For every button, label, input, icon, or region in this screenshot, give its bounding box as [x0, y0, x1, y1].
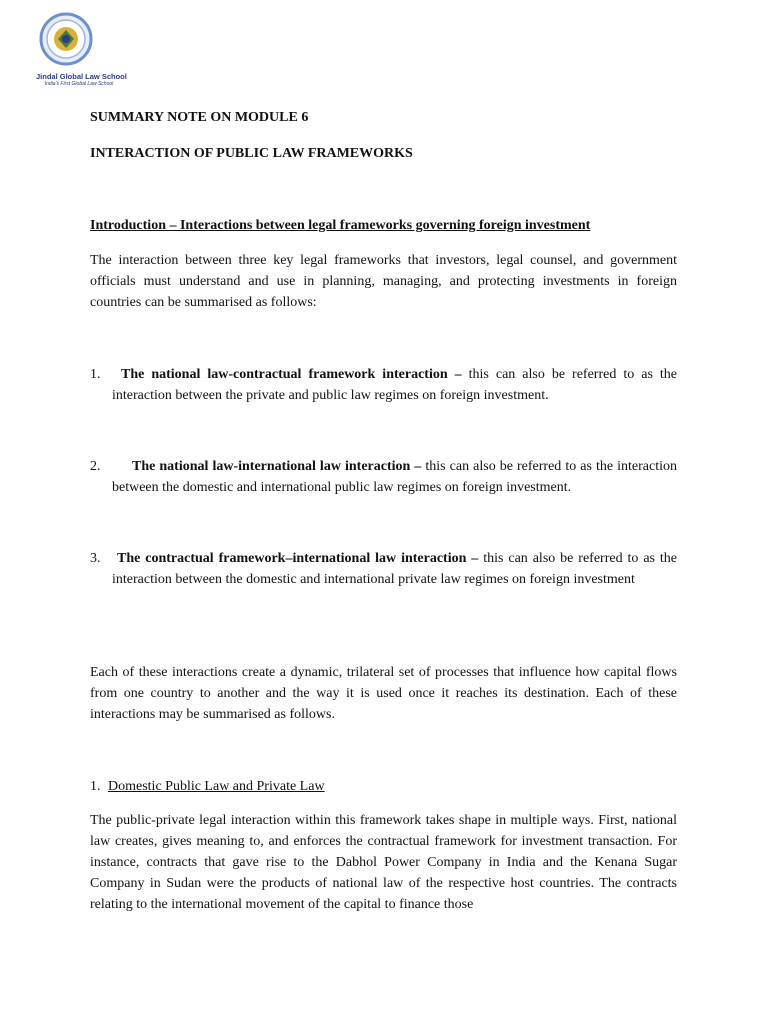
list-item-body — [112, 548, 677, 590]
list-item-title: The national law-international law interaction – — [132, 459, 422, 474]
list-item-body — [112, 364, 677, 406]
school-logo — [36, 12, 127, 87]
list-item-text: this can also be referred to as the interaction between the domestic and international public law regimes on foreign investment. — [112, 459, 677, 495]
summary-paragraph: Each of these interactions create a dynamic, trilateral set of processes that influence how capital flows from one country to another and the way it is used once it reaches its destination. Each of these interactions may be summarised as follows. — [90, 665, 677, 722]
list-item — [90, 364, 677, 406]
school-seal-icon — [39, 12, 93, 66]
list-item-body — [112, 456, 677, 498]
section-paragraph: The public-private legal interaction within this framework takes shape in multiple ways. First, national law creates, gives meaning to, and enforces the contractual framework for investment transaction. For instance, contracts that gave rise to the Dabhol Power Company in India and the Kenana Sugar Company in Sudan were the products of national law of the respective host countries. The contracts relating to the international movement of the capital to finance those — [90, 813, 677, 912]
document-title: INTERACTION OF PUBLIC LAW FRAMEWORKS — [90, 146, 413, 161]
list-item — [90, 548, 677, 590]
intro-heading: Introduction – Interactions between legal frameworks governing foreign investment — [90, 218, 591, 233]
logo-tagline: India's First Global Law School — [44, 81, 114, 87]
list-item-text: this can also be referred to as the interaction between the domestic and international private law regimes on foreign investment — [112, 551, 677, 587]
list-item-number: 3. — [90, 551, 101, 566]
list-item-text: this can also be referred to as the interaction between the private and public law regimes on foreign investment. — [112, 367, 677, 403]
list-item-title: The contractual framework–international law interaction – — [117, 551, 479, 566]
logo-name: Jindal Global Law School — [36, 72, 127, 81]
list-item — [90, 456, 677, 498]
section-number: 1. — [90, 779, 101, 794]
module-heading: SUMMARY NOTE ON MODULE 6 — [90, 110, 309, 125]
list-item-title: The national law-contractual framework interaction – — [121, 367, 462, 382]
list-item-number: 2. — [90, 459, 101, 474]
section-title: Domestic Public Law and Private Law — [108, 779, 325, 794]
section-heading — [90, 776, 677, 797]
intro-paragraph: The interaction between three key legal frameworks that investors, legal counsel, and government officials must understand and use in planning, managing, and protecting investments in foreign countries can be summarised as follows: — [90, 253, 677, 310]
list-item-number: 1. — [90, 367, 101, 382]
